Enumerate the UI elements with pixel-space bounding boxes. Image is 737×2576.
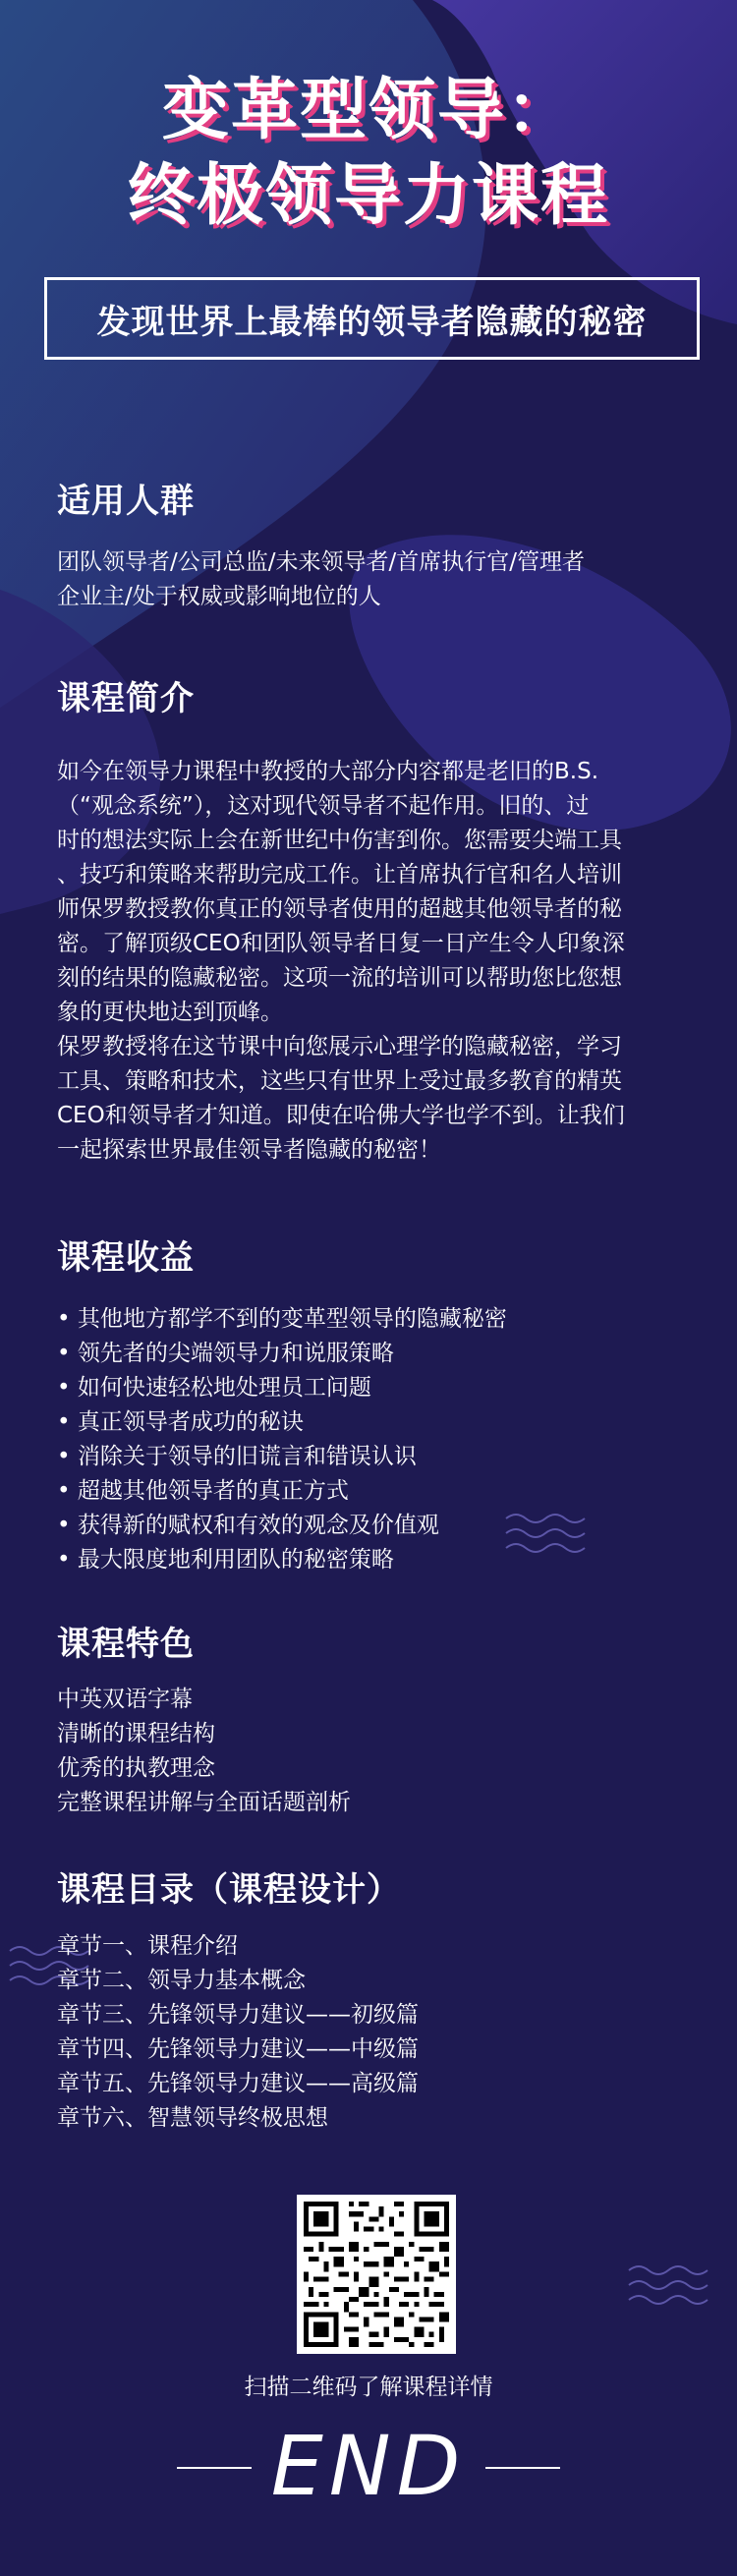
- main-title-line2: 终极领导力课程: [127, 157, 609, 235]
- qr-caption: 扫描二维码了解课程详情: [244, 2375, 493, 2400]
- feature-item: 优秀的执教理念: [57, 1755, 215, 1781]
- subtitle-text: 发现世界上最棒的领导者隐藏的秘密: [96, 302, 648, 342]
- catalog-list: [57, 1929, 678, 2136]
- feature-item: 中英双语字幕: [57, 1687, 193, 1712]
- benefit-item: • 超越其他领导者的真正方式: [57, 1474, 678, 1509]
- benefits-list: [57, 1302, 678, 1577]
- catalog-item: 章节三、先锋领导力建议——初级篇: [57, 2002, 419, 2028]
- main-title-line1: 变革型领导：: [161, 72, 575, 149]
- benefit-item: • 获得新的赋权和有效的观念及价值观: [57, 1509, 678, 1543]
- audience-line: 团队领导者/公司总监/未来领导者/首席执行官/管理者: [57, 549, 585, 575]
- benefit-item: • 领先者的尖端领导力和说服策略: [57, 1337, 678, 1371]
- features-list: [57, 1683, 678, 1820]
- catalog-item: 章节一、课程介绍: [57, 1933, 238, 1959]
- benefit-item: • 如何快速轻松地处理员工问题: [57, 1371, 678, 1405]
- end-row: [0, 2418, 737, 2516]
- audience-heading: 适用人群: [57, 474, 195, 522]
- catalog-item: 章节五、先锋领导力建议——高级篇: [57, 2071, 419, 2096]
- audience-line: 企业主/处于权威或影响地位的人: [57, 584, 381, 609]
- intro-line: 象的更快地达到顶峰。: [57, 1000, 283, 1025]
- catalog-item: 章节二、领导力基本概念: [57, 1968, 306, 1993]
- feature-item: 完整课程讲解与全面话题剖析: [57, 1790, 351, 1815]
- intro-text: [57, 755, 678, 1168]
- intro-heading: 课程简介: [57, 671, 195, 719]
- catalog-heading: 课程目录（课程设计）: [57, 1862, 401, 1911]
- intro-line: CEO和领导者才知道。即使在哈佛大学也学不到。让我们: [57, 1103, 625, 1128]
- end-divider-right: [485, 2467, 560, 2469]
- intro-line: 密。了解顶级CEO和团队领导者日复一日产生令人印象深: [57, 931, 625, 956]
- benefits-heading: 课程收益: [57, 1231, 195, 1279]
- qr-code-icon: [304, 2202, 449, 2347]
- qr-code[interactable]: [297, 2195, 456, 2354]
- benefit-item: • 消除关于领导的旧谎言和错误认识: [57, 1440, 678, 1474]
- intro-line: 保罗教授将在这节课中向您展示心理学的隐藏秘密，学习: [57, 1034, 622, 1059]
- feature-item: 清晰的课程结构: [57, 1721, 215, 1746]
- end-text: END: [270, 2418, 467, 2514]
- audience-text: [57, 545, 678, 614]
- subtitle-box: [44, 277, 700, 360]
- intro-line: 师保罗教授教你真正的领导者使用的超越其他领导者的秘: [57, 896, 622, 922]
- intro-line: 如今在领导力课程中教授的大部分内容都是老旧的B.S.: [57, 759, 599, 784]
- catalog-item: 章节四、先锋领导力建议——中级篇: [57, 2036, 419, 2062]
- features-heading: 课程特色: [57, 1617, 195, 1665]
- intro-line: 一起探索世界最佳领导者隐藏的秘密！: [57, 1137, 441, 1163]
- intro-line: 、技巧和策略来帮助完成工作。让首席执行官和名人培训: [57, 862, 622, 887]
- intro-line: 刻的结果的隐藏秘密。这项一流的培训可以帮助您比您想: [57, 965, 622, 991]
- benefit-item: • 真正领导者成功的秘诀: [57, 1405, 678, 1440]
- intro-line: 工具、策略和技术，这些只有世界上受过最多教育的精英: [57, 1068, 622, 1094]
- intro-line: （“观念系统”），这对现代领导者不起作用。旧的、过: [57, 793, 590, 819]
- benefit-item: • 其他地方都学不到的变革型领导的隐藏秘密: [57, 1302, 678, 1337]
- intro-line: 时的想法实际上会在新世纪中伤害到你。您需要尖端工具: [57, 828, 622, 853]
- catalog-item: 章节六、智慧领导终极思想: [57, 2105, 328, 2131]
- benefit-item: • 最大限度地利用团队的秘密策略: [57, 1543, 678, 1577]
